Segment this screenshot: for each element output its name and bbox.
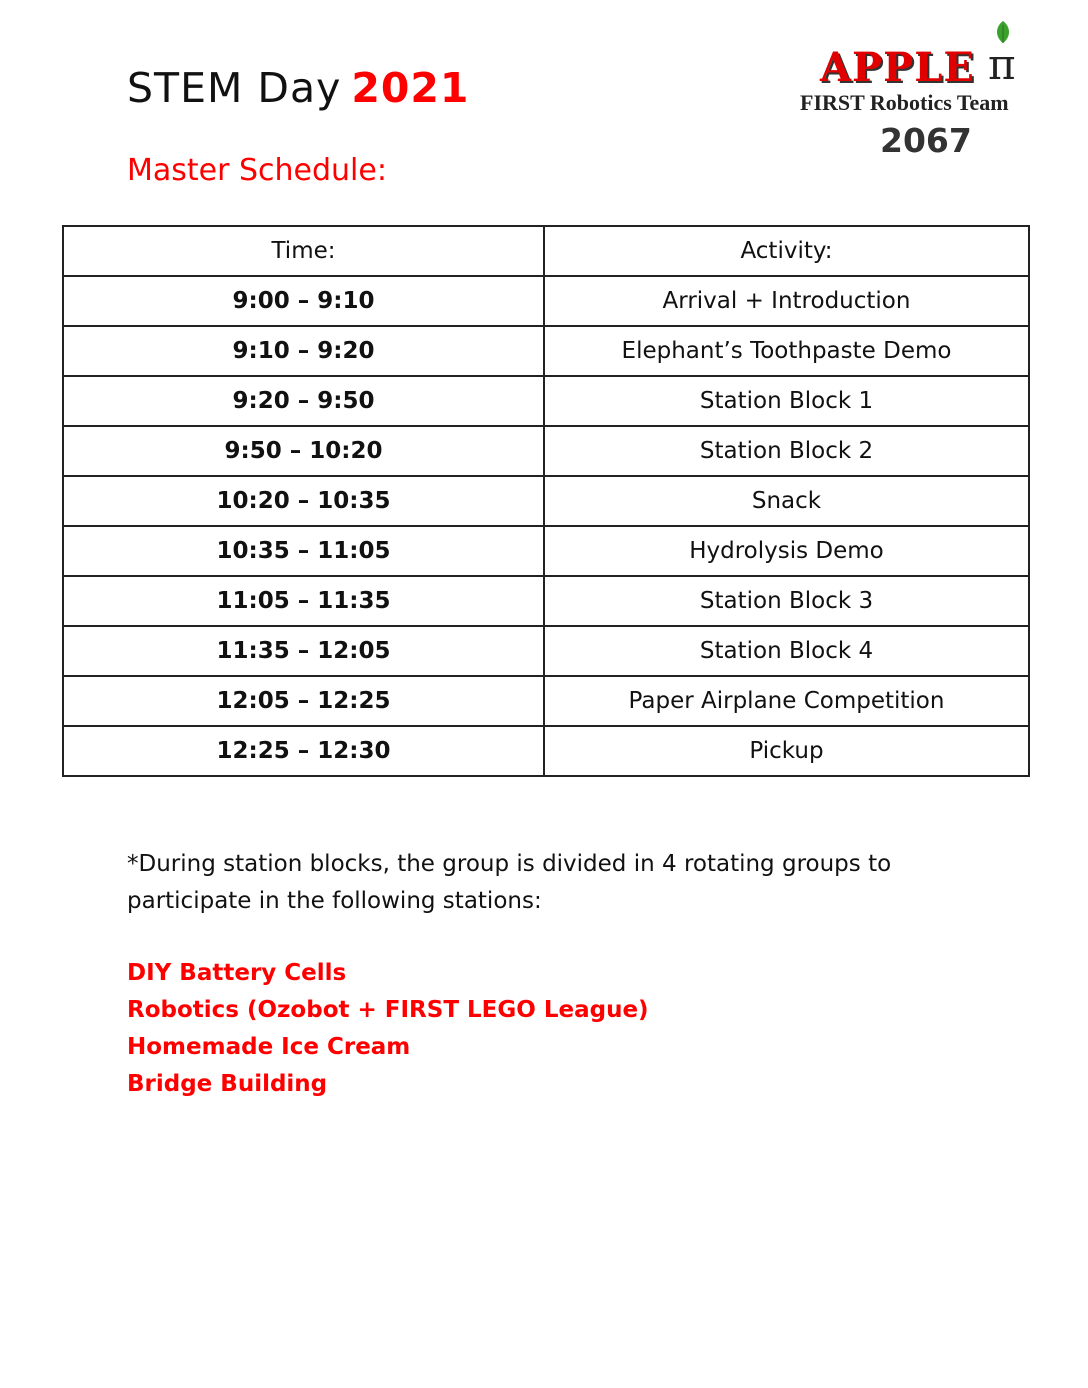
activity-cell: Station Block 3: [544, 576, 1029, 626]
activity-cell: Station Block 1: [544, 376, 1029, 426]
time-cell: 9:20 – 9:50: [63, 376, 544, 426]
time-column-header: Time:: [63, 226, 544, 276]
table-row: [63, 476, 1029, 526]
table-row: [63, 526, 1029, 576]
schedule-table: [62, 225, 1030, 777]
table-row: [63, 376, 1029, 426]
time-cell: 9:00 – 9:10: [63, 276, 544, 326]
activity-cell: Arrival + Introduction: [544, 276, 1029, 326]
station-note: *During station blocks, the group is divided in 4 rotating groups to participate in the following stations:: [127, 851, 892, 914]
schedule-subtitle: Master Schedule:: [127, 153, 387, 188]
table-header-row: [63, 226, 1029, 276]
title-text: STEM Day: [127, 64, 342, 112]
logo-apple-text: APPLE: [820, 44, 975, 91]
time-cell: 9:10 – 9:20: [63, 326, 544, 376]
activity-cell: Paper Airplane Competition: [544, 676, 1029, 726]
list-item: Homemade Ice Cream: [127, 1034, 411, 1060]
activity-cell: Hydrolysis Demo: [544, 526, 1029, 576]
activity-cell: Snack: [544, 476, 1029, 526]
table-row: [63, 276, 1029, 326]
time-cell: 9:50 – 10:20: [63, 426, 544, 476]
table-row: [63, 726, 1029, 776]
list-item: Robotics (Ozobot + FIRST LEGO League): [127, 997, 649, 1023]
time-cell: 12:25 – 12:30: [63, 726, 544, 776]
time-cell: 10:35 – 11:05: [63, 526, 544, 576]
activity-column-header: Activity:: [544, 226, 1029, 276]
title-year: 2021: [351, 64, 470, 112]
activity-cell: Pickup: [544, 726, 1029, 776]
table-row: [63, 576, 1029, 626]
team-logo: [790, 18, 1075, 168]
table-row: [63, 326, 1029, 376]
list-item: DIY Battery Cells: [127, 960, 347, 986]
page-title: [127, 64, 469, 112]
logo-team-number: 2067: [880, 121, 972, 160]
logo-pi-symbol: π: [988, 40, 1016, 89]
logo-team-text: FIRST Robotics Team: [800, 90, 1009, 115]
activity-cell: Elephant’s Toothpaste Demo: [544, 326, 1029, 376]
list-item: Bridge Building: [127, 1071, 328, 1097]
time-cell: 12:05 – 12:25: [63, 676, 544, 726]
table-row: [63, 426, 1029, 476]
activity-cell: Station Block 2: [544, 426, 1029, 476]
time-cell: 11:35 – 12:05: [63, 626, 544, 676]
time-cell: 11:05 – 11:35: [63, 576, 544, 626]
table-row: [63, 626, 1029, 676]
time-cell: 10:20 – 10:35: [63, 476, 544, 526]
activity-cell: Station Block 4: [544, 626, 1029, 676]
table-row: [63, 676, 1029, 726]
station-list: [127, 955, 649, 1103]
